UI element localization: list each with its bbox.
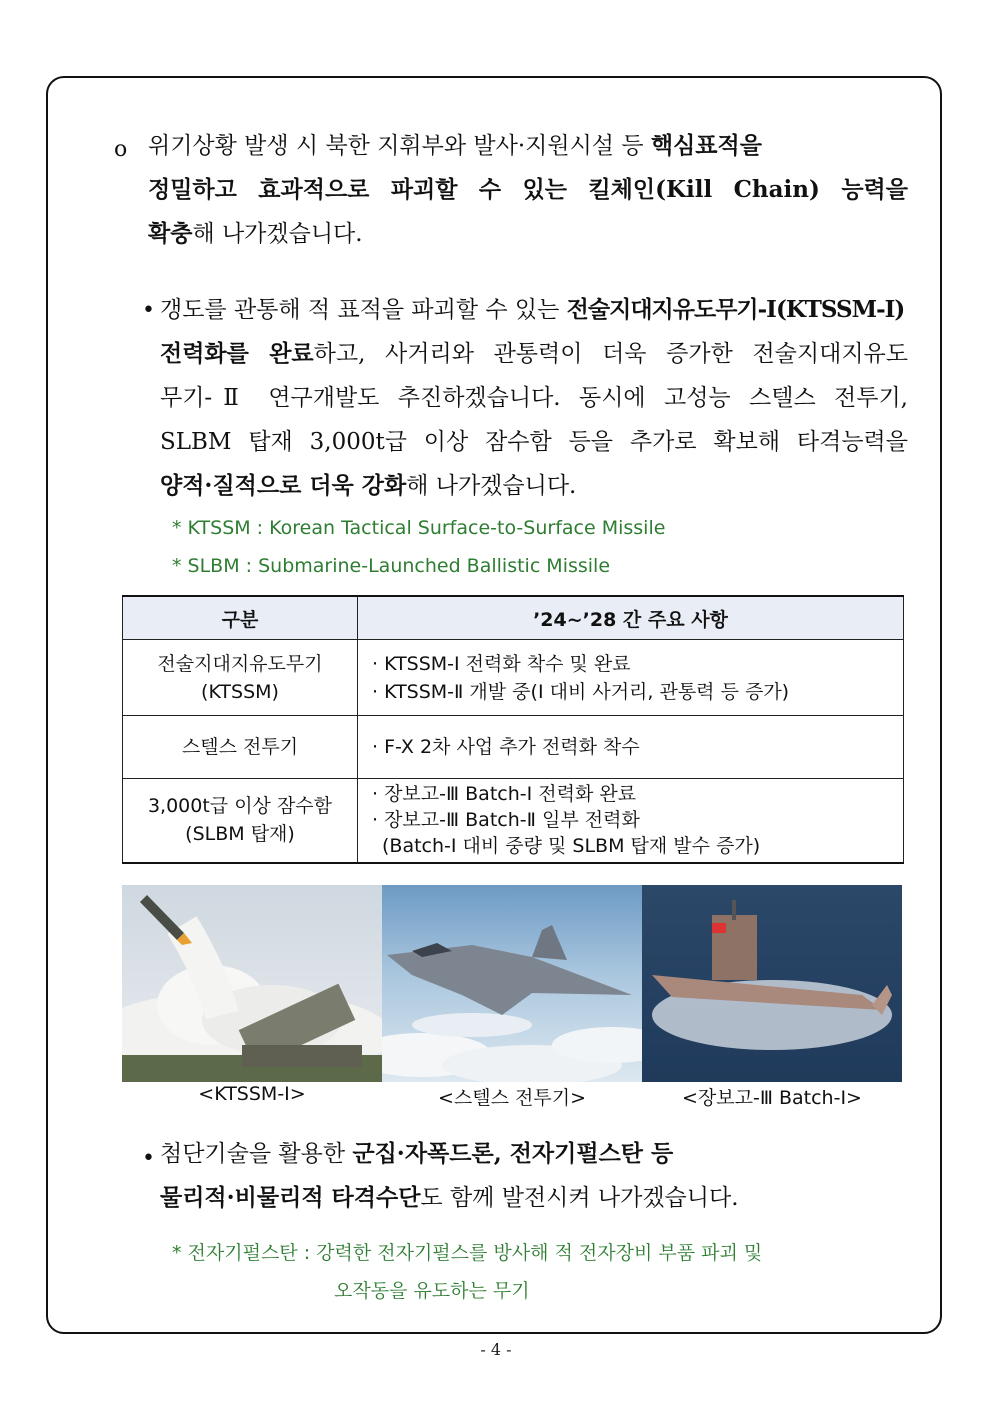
table-row: [123, 716, 904, 779]
caption-ktssm: <KTSSM-Ⅰ>: [198, 1083, 306, 1105]
category-subname: (KTSSM): [201, 680, 279, 703]
dot-bullet: •: [142, 298, 155, 323]
bold-text: 양적·질적으로 더욱 강화: [160, 472, 407, 499]
text: 해 나가겠습니다.: [406, 473, 577, 499]
text: 위기상황 발생 시 북한 지휘부와 발사·지원시설 등: [148, 133, 651, 159]
fighter-jet-image: [382, 885, 642, 1082]
bold-text: 물리적·비물리적 타격수단: [160, 1184, 421, 1211]
bullet1-paragraph: [160, 288, 908, 508]
text: 하고, 사거리와 관통력이 더욱 증가한 전술지대지유도: [313, 341, 908, 367]
plan-item: · KTSSM-Ⅰ 전력화 착수 및 완료: [372, 652, 631, 675]
footnote-emp-line1: * 전자기펄스탄 : 강력한 전자기펄스를 방사해 적 전자장비 부품 파괴 및: [172, 1242, 763, 1264]
bold-text: 확충: [148, 220, 193, 247]
category-cell: [123, 640, 358, 716]
plan-item: · 장보고-Ⅲ Batch-Ⅰ 전력화 완료: [372, 783, 637, 806]
category-cell: [123, 716, 358, 779]
dot-bullet: •: [142, 1146, 155, 1171]
missile-launch-image: [122, 885, 382, 1082]
bold-text: 핵심표적을: [650, 132, 762, 159]
section1-line2: [148, 168, 908, 212]
table-row: [123, 779, 904, 863]
ktssm-launch-photo: [122, 885, 382, 1082]
bold-text: 전술지대지유도무기-Ⅰ(KTSSM-Ⅰ): [566, 296, 905, 323]
section1-line1: [148, 124, 908, 168]
plan-item: · KTSSM-Ⅱ 개발 중(Ⅰ 대비 사거리, 관통력 등 증가): [372, 680, 790, 703]
table-header-row: [123, 596, 904, 640]
plans-table: [122, 595, 904, 864]
text: 해 나가겠습니다.: [192, 221, 363, 247]
submarine-image: [642, 885, 902, 1082]
submarine-photo: [642, 885, 902, 1082]
bold-text: 전력화를 완료: [160, 340, 314, 367]
plan-items-cell: [358, 640, 904, 716]
bullet2-line1: [160, 1132, 908, 1176]
footnote-emp-line2: 오작동을 유도하는 무기: [334, 1280, 530, 1302]
plan-item: · F-X 2차 사업 추가 전력화 착수: [372, 736, 640, 758]
stealth-fighter-photo: [382, 885, 642, 1082]
plan-items-cell: [358, 716, 904, 779]
category-name: 스텔스 전투기: [181, 736, 299, 758]
caption-submarine: <장보고-Ⅲ Batch-Ⅰ>: [682, 1087, 862, 1109]
category-cell: [123, 779, 358, 863]
bullet1-line5: [160, 464, 908, 508]
bullet1-line4: SLBM 탑재 3,000t급 이상 잠수함 등을 추가로 확보해 타격능력을: [160, 429, 908, 455]
column-header-plans: ’24~’28 간 주요 사항: [358, 596, 904, 640]
category-name: 3,000t급 이상 잠수함: [147, 795, 333, 818]
plan-items-cell: [358, 779, 904, 863]
category-name: 전술지대지유도무기: [157, 652, 323, 675]
section1-paragraph: [148, 124, 908, 256]
circle-bullet: o: [114, 137, 128, 162]
text: 갱도를 관통해 적 표적을 파괴할 수 있는: [160, 297, 567, 323]
bold-text: 군집·자폭드론, 전자기펄스탄 등: [352, 1140, 674, 1167]
bullet2-line2: [160, 1176, 908, 1220]
bullet1-line3: 무기-Ⅱ 연구개발도 추진하겠습니다. 동시에 고성능 스텔스 전투기,: [160, 385, 908, 411]
section1-line3: [148, 212, 908, 256]
bold-text: 정밀하고 효과적으로 파괴할 수 있는 킬체인(Kill Chain) 능력을: [148, 176, 908, 203]
column-header-category: 구분: [123, 596, 358, 640]
plan-item: (Batch-Ⅰ 대비 중량 및 SLBM 탑재 발수 증가): [382, 835, 761, 858]
text: 첨단기술을 활용한: [160, 1141, 353, 1167]
caption-stealth-fighter: <스텔스 전투기>: [437, 1087, 586, 1109]
category-subname: (SLBM 탑재): [185, 823, 295, 846]
footnote-slbm: * SLBM : Submarine-Launched Ballistic Missile: [172, 555, 611, 577]
table-row: [123, 640, 904, 716]
plan-item: · 장보고-Ⅲ Batch-Ⅱ 일부 전력화: [372, 809, 640, 832]
footnote-ktssm: * KTSSM : Korean Tactical Surface-to-Surface Missile: [172, 517, 666, 539]
bullet1-line1: [160, 288, 908, 332]
bullet2-paragraph: [160, 1132, 908, 1220]
text: 도 함께 발전시켜 나가겠습니다.: [420, 1185, 739, 1211]
bullet1-line2: [160, 332, 908, 376]
page-number: - 4 -: [480, 1340, 512, 1359]
